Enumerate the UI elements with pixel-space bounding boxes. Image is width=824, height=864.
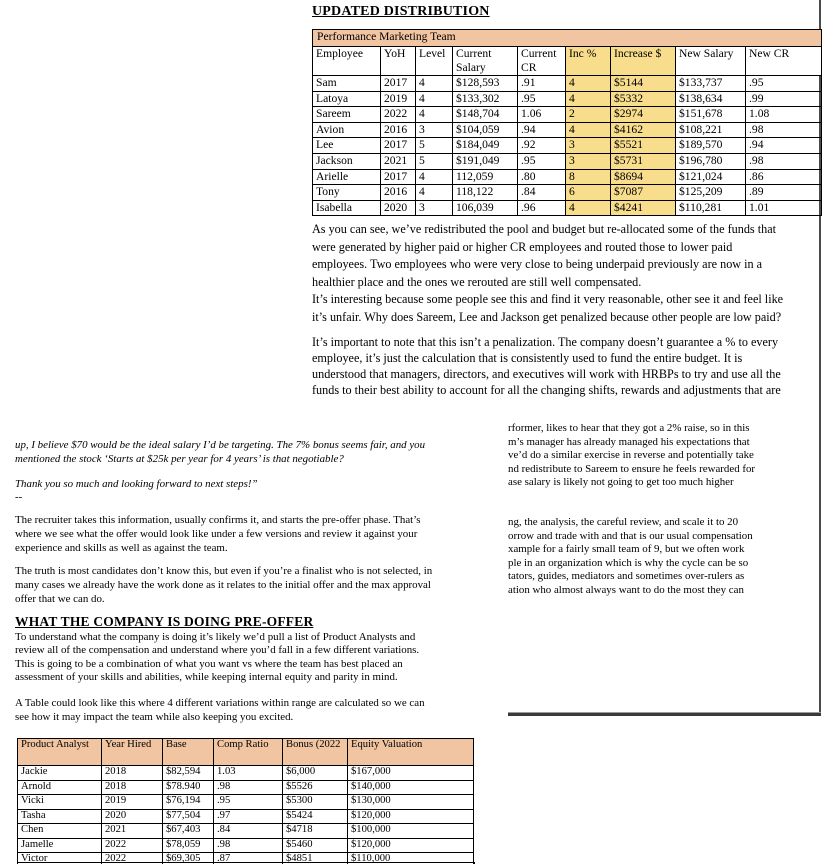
- table-cell: Chen: [18, 824, 102, 839]
- table-cell: 2022: [102, 853, 163, 864]
- table-cell: .95: [214, 795, 283, 810]
- table-row: [18, 824, 474, 839]
- table-cell: .98: [214, 780, 283, 795]
- table-cell: $121,024: [676, 169, 746, 185]
- table-row: [313, 107, 822, 123]
- table-row: [18, 838, 474, 853]
- text-line: were generated by higher paid or higher CR employees and routed those to lower paid: [312, 239, 733, 254]
- table-cell: .84: [214, 824, 283, 839]
- column-header: New Salary: [676, 47, 746, 76]
- table-row: [313, 169, 822, 185]
- text-line: up, I believe $70 would be the ideal salary I’d be targeting. The 7% bonus seems fair, and you: [15, 439, 426, 451]
- table-cell: 2017: [381, 138, 416, 154]
- table-cell: .91: [518, 76, 566, 92]
- product-analyst-table: [17, 738, 474, 864]
- text-line: understood that managers, directors, and executives will work with HRBPs to try and use all the: [312, 367, 781, 381]
- column-header: Product Analyst: [18, 739, 102, 766]
- table-cell: $5526: [283, 780, 348, 795]
- table-cell: 2016: [381, 185, 416, 201]
- table-row: [18, 780, 474, 795]
- covered-text-fragment-1: [508, 422, 755, 490]
- table-cell: $77,504: [163, 809, 214, 824]
- table-cell: 4: [416, 169, 453, 185]
- table-cell: 8: [566, 169, 611, 185]
- text-line: mentioned the stock ‘Starts at $25k per year for 4 years’ is that negotiable?: [15, 452, 344, 465]
- candidate-quote: [15, 439, 425, 467]
- table-cell: .92: [518, 138, 566, 154]
- text-line: assessment of your skills and abilities, while keeping internal equity and parity in mind.: [15, 670, 398, 683]
- table-row: [18, 766, 474, 781]
- table-cell: $6,000: [283, 766, 348, 781]
- table-cell: 2018: [102, 780, 163, 795]
- table-cell: Tasha: [18, 809, 102, 824]
- table-cell: 5: [416, 138, 453, 154]
- table-cell: 4: [566, 200, 611, 216]
- paragraph-redistributed: [312, 221, 824, 291]
- column-header: Comp Ratio: [214, 739, 283, 766]
- table-row: [313, 200, 822, 216]
- table-cell: .94: [518, 122, 566, 138]
- paragraph-truth: [15, 565, 432, 606]
- table-cell: 5: [416, 153, 453, 169]
- table-cell: $196,780: [676, 153, 746, 169]
- table-cell: Arielle: [313, 169, 381, 185]
- table-row: [313, 91, 822, 107]
- text-line: rformer, likes to hear that they got a 2% raise, so in this: [508, 422, 750, 434]
- text-line: ase salary is likely not going to get too much higher: [508, 476, 734, 488]
- table-cell: Isabella: [313, 200, 381, 216]
- table-cell: $120,000: [348, 809, 474, 824]
- column-header: Inc %: [566, 47, 611, 76]
- paragraph-recruiter: [15, 514, 420, 555]
- table-cell: $4241: [611, 200, 676, 216]
- table-cell: .95: [518, 91, 566, 107]
- table-cell: $120,000: [348, 838, 474, 853]
- text-line: ple in an organization which is why the cycle can be so: [508, 556, 749, 569]
- updated-distribution-heading: UPDATED DISTRIBUTION: [312, 4, 490, 19]
- table-cell: 106,039: [453, 200, 518, 216]
- table-cell: 3: [566, 138, 611, 154]
- table-cell: Jackson: [313, 153, 381, 169]
- table-row: [18, 795, 474, 810]
- table-cell: $67,403: [163, 824, 214, 839]
- text-line: orrow and trade with and that is our usual compensation: [508, 529, 753, 542]
- text-line: ng, the analysis, the careful review, and scale it to 20: [508, 516, 739, 528]
- table-cell: 2021: [102, 824, 163, 839]
- table-cell: 1.03: [214, 766, 283, 781]
- table-cell: 2019: [381, 91, 416, 107]
- table-title: Performance Marketing Team: [313, 30, 822, 47]
- table-cell: $148,704: [453, 107, 518, 123]
- table-cell: $140,000: [348, 780, 474, 795]
- text-line: ation who almost always want to do the most they can: [508, 583, 744, 596]
- table-cell: 2020: [381, 200, 416, 216]
- table-cell: $191,049: [453, 153, 518, 169]
- text-line: As you can see, we’ve redistributed the pool and budget but re-allocated some of the funds that: [312, 222, 776, 236]
- table-cell: 2020: [102, 809, 163, 824]
- table-cell: $4162: [611, 122, 676, 138]
- text-line: To understand what the company is doing it’s likely we’d pull a list of Product Analysts and: [15, 631, 416, 643]
- table-cell: $2974: [611, 107, 676, 123]
- table-cell: 112,059: [453, 169, 518, 185]
- table-header-row: [313, 47, 822, 76]
- table-cell: Sareem: [313, 107, 381, 123]
- table-cell: 2019: [102, 795, 163, 810]
- text-line: many cases we already have the work done as it relates to the initial offer and the max approval: [15, 578, 431, 591]
- covered-text-fragment-2: [508, 516, 753, 597]
- table-cell: 4: [416, 185, 453, 201]
- text-line: xample for a fairly small team of 9, but we often work: [508, 543, 745, 555]
- table-cell: Jamelle: [18, 838, 102, 853]
- table-cell: $78.940: [163, 780, 214, 795]
- table-cell: 4: [566, 76, 611, 92]
- table-cell: $167,000: [348, 766, 474, 781]
- table-cell: $128,593: [453, 76, 518, 92]
- text-line: offer that we can do.: [15, 592, 105, 605]
- column-header: Employee: [313, 47, 381, 76]
- column-header: Increase $: [611, 47, 676, 76]
- table-cell: .98: [746, 153, 822, 169]
- table-cell: 1.08: [746, 107, 822, 123]
- table-cell: Sam: [313, 76, 381, 92]
- table-cell: .84: [518, 185, 566, 201]
- table-cell: Lee: [313, 138, 381, 154]
- table-cell: $100,000: [348, 824, 474, 839]
- text-line: The recruiter takes this information, usually confirms it, and starts the pre-offer phase. That’s: [15, 514, 421, 526]
- table-cell: $151,678: [676, 107, 746, 123]
- table-header-row: [18, 739, 474, 766]
- table-row: [313, 153, 822, 169]
- table-cell: $130,000: [348, 795, 474, 810]
- table-cell: 3: [416, 200, 453, 216]
- table-cell: $5731: [611, 153, 676, 169]
- text-line: where we see what the offer would look like under a few versions and review it against your: [15, 527, 418, 540]
- table-cell: 4: [416, 76, 453, 92]
- quote-signature: --: [15, 491, 23, 503]
- table-cell: $69,305: [163, 853, 214, 864]
- text-line: employee, it’s just the calculation that is consistently used to fund the entire budget. It is: [312, 351, 743, 365]
- table-cell: Arnold: [18, 780, 102, 795]
- column-header: Level: [416, 47, 453, 76]
- text-line: tators, guides, mediators and sometimes over-rulers as: [508, 570, 745, 582]
- table-row: [313, 185, 822, 201]
- table-cell: 2022: [102, 838, 163, 853]
- table-cell: $8694: [611, 169, 676, 185]
- text-line: funds to their best ability to account for all the changing shifts, rewards and adjustments that are: [312, 383, 781, 397]
- table-cell: 3: [416, 122, 453, 138]
- pre-offer-heading: WHAT THE COMPANY IS DOING PRE-OFFER: [15, 614, 314, 629]
- table-row: [313, 138, 822, 154]
- table-cell: .87: [214, 853, 283, 864]
- table-cell: 2: [566, 107, 611, 123]
- text-line: A Table could look like this where 4 different variations within range are calculated so we can: [15, 697, 425, 709]
- text-line: see how it may impact the team while also keeping you excited.: [15, 710, 294, 723]
- table-row: [18, 809, 474, 824]
- table-cell: $104,059: [453, 122, 518, 138]
- table-cell: .98: [214, 838, 283, 853]
- table-cell: 4: [566, 122, 611, 138]
- table-cell: Vicki: [18, 795, 102, 810]
- paragraph-important: [312, 334, 824, 398]
- column-header: Equity Valuation: [348, 739, 474, 766]
- table-cell: $138,634: [676, 91, 746, 107]
- table-cell: $110,000: [348, 853, 474, 864]
- table-cell: .98: [746, 122, 822, 138]
- table-cell: $5332: [611, 91, 676, 107]
- column-header: Current CR: [518, 47, 566, 76]
- text-line: experience and skills as well as against the team.: [15, 541, 228, 554]
- table-cell: 2022: [381, 107, 416, 123]
- table-cell: .95: [746, 76, 822, 92]
- table-row: [313, 122, 822, 138]
- performance-marketing-table: [312, 29, 822, 216]
- table-cell: $76,194: [163, 795, 214, 810]
- table-cell: $4851: [283, 853, 348, 864]
- table-cell: 1.06: [518, 107, 566, 123]
- text-line: employees. Two employees who were very close to being underpaid previously are now in a: [312, 257, 763, 272]
- table-cell: 2017: [381, 76, 416, 92]
- candidate-quote-closing: Thank you so much and looking forward to next steps!”: [15, 478, 258, 490]
- text-line: It’s important to note that this isn’t a penalization. The company doesn’t guarantee a % to every: [312, 335, 779, 349]
- table-cell: .99: [746, 91, 822, 107]
- table-cell: 3: [566, 153, 611, 169]
- table-cell: .86: [746, 169, 822, 185]
- text-line: m’s manager has already managed his expectations that: [508, 435, 750, 448]
- text-line: healthier place and the ones we rerouted are still well compensated.: [312, 274, 642, 289]
- table-cell: $7087: [611, 185, 676, 201]
- table-cell: $78,059: [163, 838, 214, 853]
- table-cell: 4: [416, 107, 453, 123]
- text-line: it’s unfair. Why does Sareem, Lee and Jackson get penalized because other people are low paid?: [312, 309, 782, 324]
- table-cell: $108,221: [676, 122, 746, 138]
- table-cell: $5460: [283, 838, 348, 853]
- table-cell: Latoya: [313, 91, 381, 107]
- text-line: nd redistribute to Sareem to ensure he feels rewarded for: [508, 462, 756, 475]
- table-cell: .94: [746, 138, 822, 154]
- table-cell: .97: [214, 809, 283, 824]
- table-cell: .96: [518, 200, 566, 216]
- table-cell: $82,594: [163, 766, 214, 781]
- table-cell: 118,122: [453, 185, 518, 201]
- table-cell: 1.01: [746, 200, 822, 216]
- table-cell: 6: [566, 185, 611, 201]
- text-line: This is going to be a combination of what you want vs where the team has best placed an: [15, 657, 403, 670]
- column-header: Current Salary: [453, 47, 518, 76]
- table-cell: 4: [416, 91, 453, 107]
- table-cell: $110,281: [676, 200, 746, 216]
- table-cell: 2021: [381, 153, 416, 169]
- table-cell: $125,209: [676, 185, 746, 201]
- text-line: The truth is most candidates don’t know this, but even if you’re a finalist who is not selected, in: [15, 565, 433, 577]
- table-title-row: [313, 30, 822, 47]
- table-cell: 2016: [381, 122, 416, 138]
- paragraph-understand: [15, 631, 419, 684]
- column-header: Bonus (2022: [283, 739, 348, 766]
- table-row: [313, 76, 822, 92]
- table-cell: $5521: [611, 138, 676, 154]
- text-line: review all of the compensation and understand where you’d fall in a few different variations.: [15, 644, 420, 657]
- table-cell: .80: [518, 169, 566, 185]
- table-cell: $133,737: [676, 76, 746, 92]
- column-header: Year Hired: [102, 739, 163, 766]
- text-line: ve’d do a similar exercise in reverse and potentially take: [508, 449, 754, 461]
- table-cell: Tony: [313, 185, 381, 201]
- column-header: Base: [163, 739, 214, 766]
- page-bottom-border: [508, 712, 821, 716]
- table-cell: $4718: [283, 824, 348, 839]
- text-line: It’s interesting because some people see this and find it very reasonable, other see it and feel like: [312, 292, 784, 306]
- table-cell: $189,570: [676, 138, 746, 154]
- table-cell: Jackie: [18, 766, 102, 781]
- table-cell: .89: [746, 185, 822, 201]
- table-cell: 2018: [102, 766, 163, 781]
- paragraph-table-intro: [15, 697, 425, 725]
- table-cell: Victor: [18, 853, 102, 864]
- table-cell: Avion: [313, 122, 381, 138]
- table-cell: 2017: [381, 169, 416, 185]
- column-header: YoH: [381, 47, 416, 76]
- table-cell: $133,302: [453, 91, 518, 107]
- paragraph-interesting: [312, 291, 824, 326]
- table-cell: .95: [518, 153, 566, 169]
- table-cell: 4: [566, 91, 611, 107]
- table-cell: $5144: [611, 76, 676, 92]
- column-header: New CR: [746, 47, 822, 76]
- table-cell: $5424: [283, 809, 348, 824]
- table-cell: $5300: [283, 795, 348, 810]
- table-cell: $184,049: [453, 138, 518, 154]
